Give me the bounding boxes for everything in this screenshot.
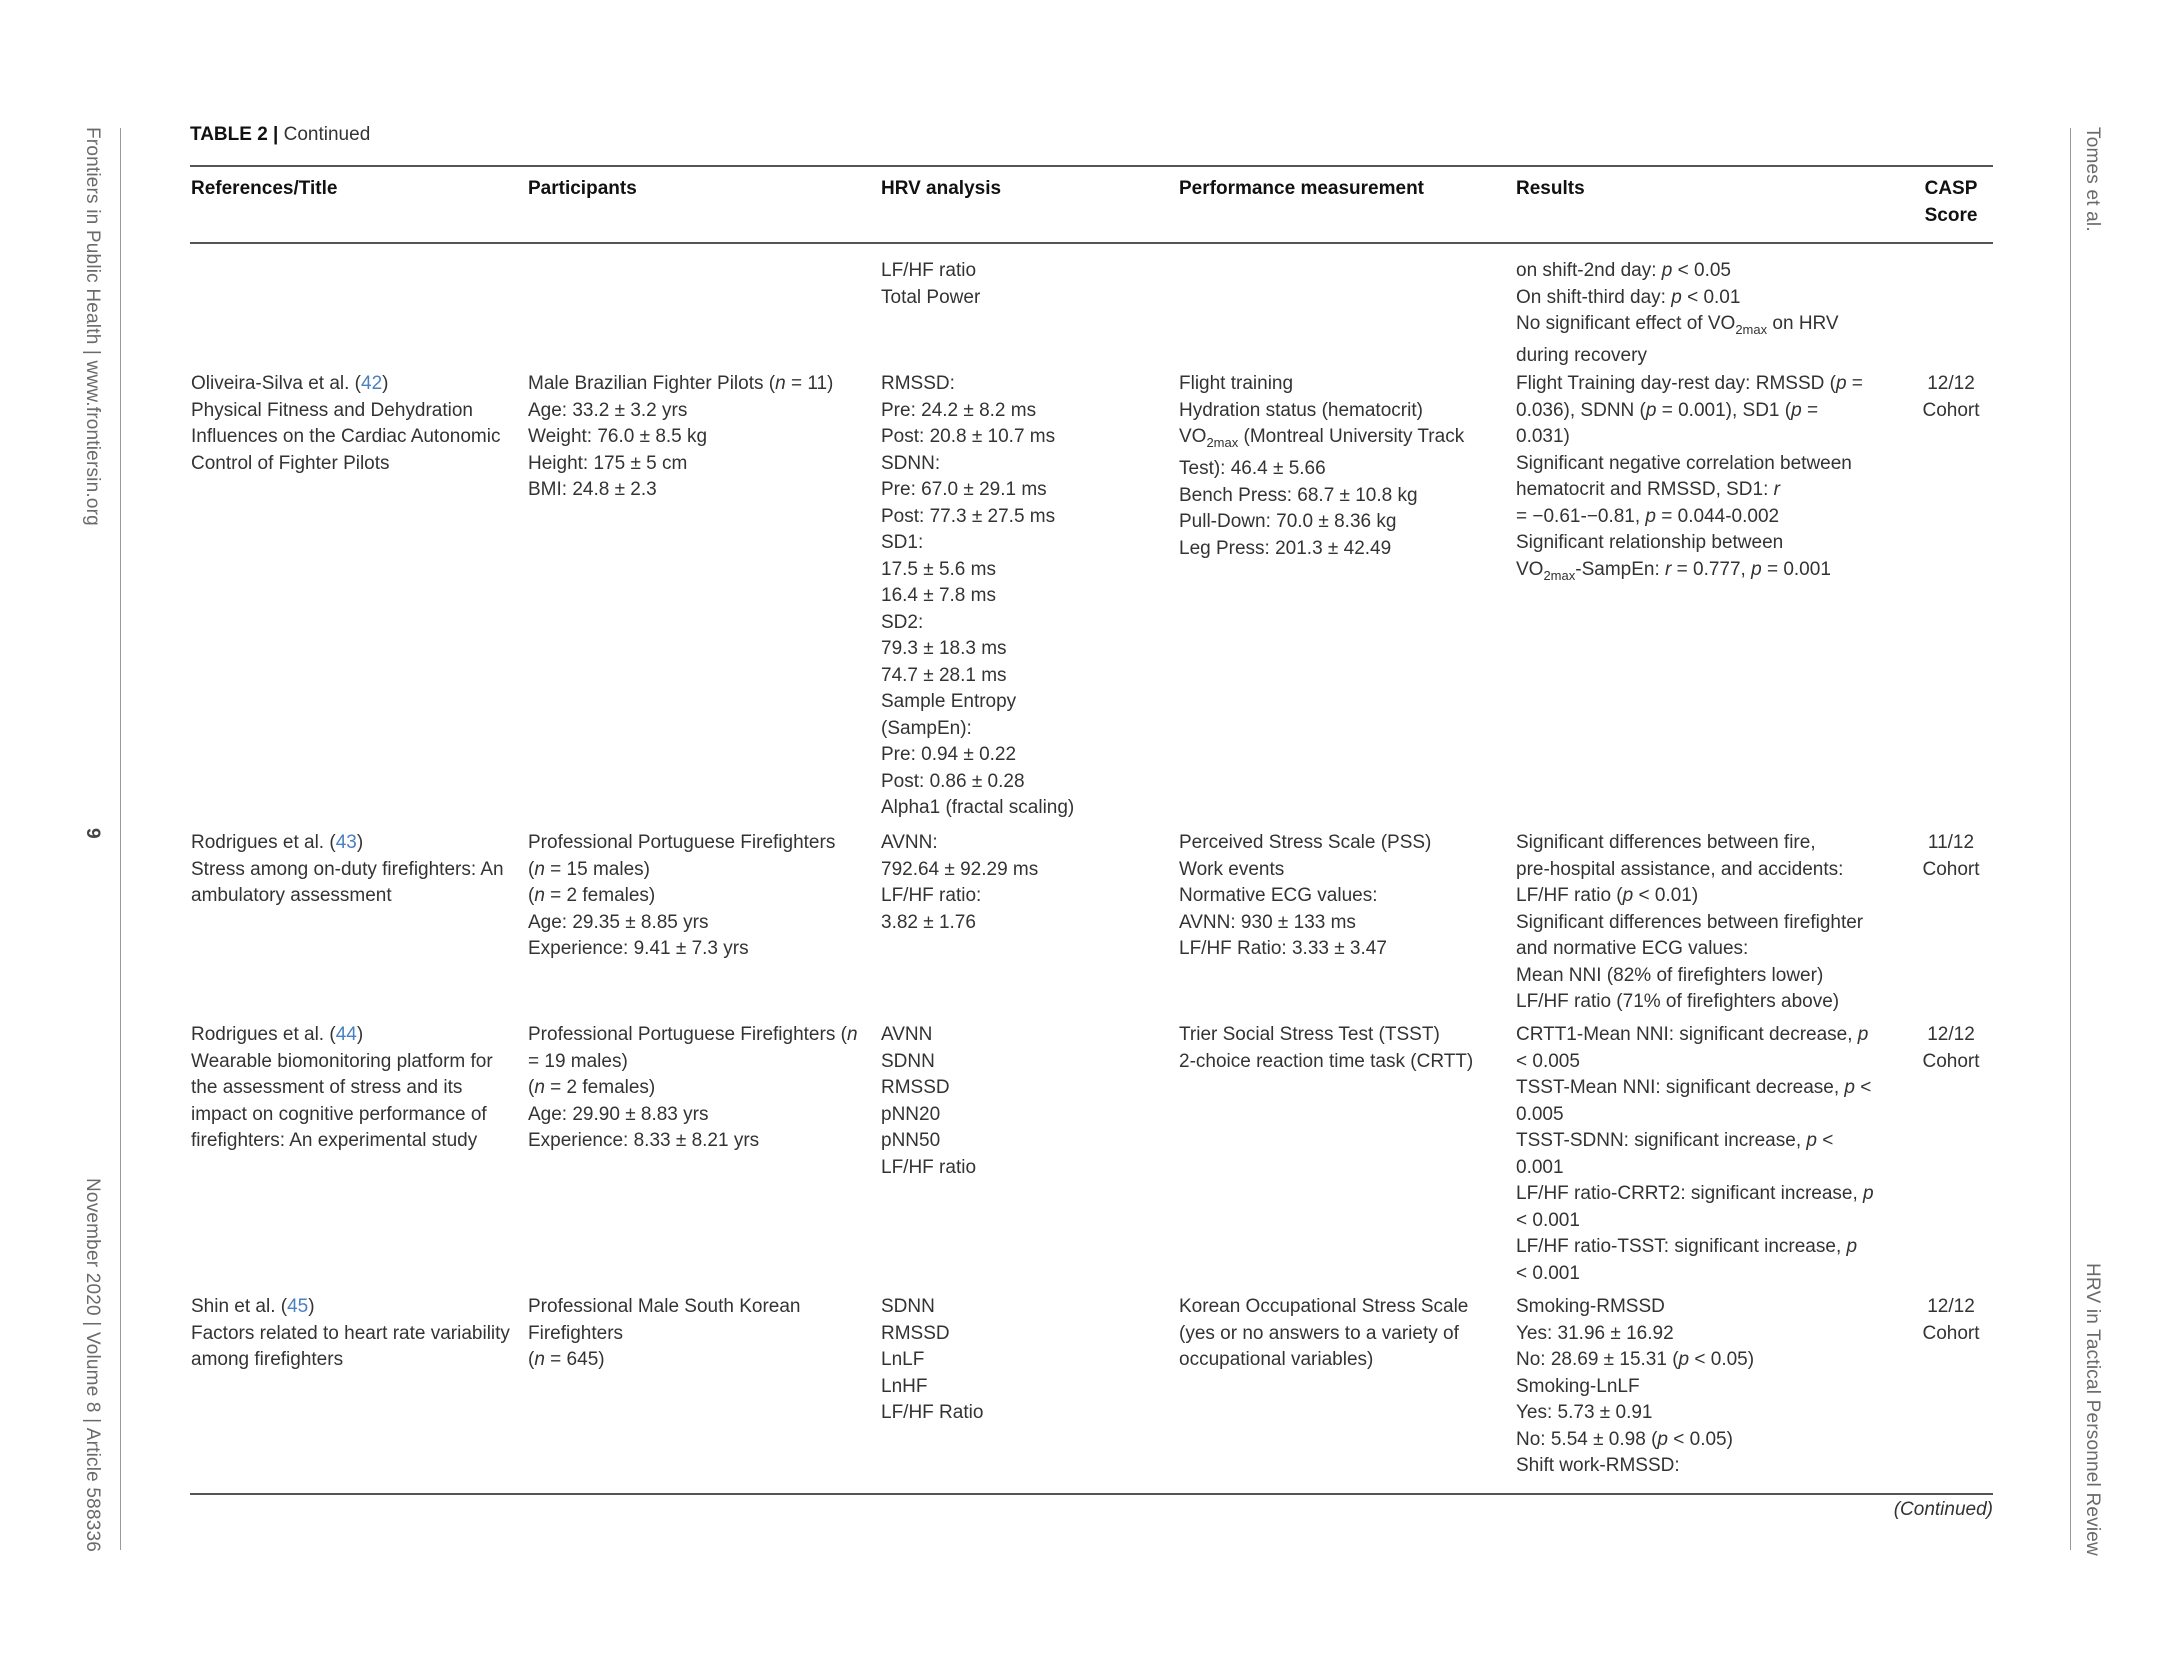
cell-line: Professional Portuguese Firefighters (n	[528, 1024, 858, 1045]
cell-hrv	[881, 371, 1171, 822]
cell-results	[1516, 1022, 1911, 1287]
cell-line: Rodrigues et al. (43)	[191, 832, 364, 853]
cell-hrv	[881, 258, 1171, 311]
cell-line: (yes or no answers to a variety of	[1179, 1322, 1459, 1344]
cell-line: < 0.001	[1516, 1209, 1580, 1231]
cell-line: SDNN:	[881, 452, 941, 474]
cell-line: 0.036), SDNN (p = 0.001), SD1 (p =	[1516, 399, 1819, 421]
cell-results	[1516, 1294, 1911, 1480]
cell-line: $VO_{2max}$ (Montreal University Track	[1179, 426, 1465, 450]
table-top-rule	[190, 165, 1993, 167]
cell-line: LF/HF ratio-TSST: significant increase, p	[1516, 1236, 1858, 1257]
cell-line: Height: 175 ± 5 cm	[528, 452, 688, 474]
cell-line: (SampEn):	[881, 717, 972, 739]
cell-ref	[191, 1022, 521, 1155]
cell-results	[1516, 258, 1911, 370]
cell-line: Weight: 76.0 ± 8.5 kg	[528, 426, 708, 447]
table-bottom-rule	[190, 1493, 1993, 1495]
cell-results	[1516, 371, 1911, 589]
cell-line: RMSSD	[881, 1077, 950, 1098]
cell-line: Significant differences between fire,	[1516, 832, 1816, 853]
cell-line: Age: 33.2 ± 3.2 yrs	[528, 399, 688, 421]
right-divider	[2070, 128, 2071, 1550]
cell-line: 2-choice reaction time task (CRTT)	[1179, 1050, 1474, 1072]
cell-casp	[1911, 371, 1991, 424]
cell-line: Hydration status (hematocrit)	[1179, 399, 1423, 421]
cell-line: Pre: 0.94 ± 0.22	[881, 744, 1017, 765]
cell-line: Experience: 8.33 ± 8.21 yrs	[528, 1130, 760, 1151]
issue-sidebar: November 2020 | Volume 8 | Article 588336	[82, 1178, 103, 1553]
cell-perf	[1179, 1294, 1509, 1374]
cell-line: < 0.005	[1516, 1050, 1580, 1072]
cell-ref	[191, 371, 521, 477]
cell-line: Normative ECG values:	[1179, 885, 1378, 906]
table-caption-text: Continued	[278, 124, 371, 145]
left-divider	[120, 128, 121, 1550]
header-casp-line1: CASP	[1924, 178, 1978, 199]
cell-ref	[191, 830, 521, 910]
cell-line: pNN20	[881, 1103, 941, 1125]
cell-line: Rodrigues et al. (44)	[191, 1024, 364, 1045]
cell-line: No: 28.69 ± 15.31 (p < 0.05)	[1516, 1349, 1755, 1370]
cell-line: = 19 males)	[528, 1050, 628, 1072]
cell-line: Yes: 5.73 ± 0.91	[1516, 1402, 1653, 1423]
cell-line: Control of Fighter Pilots	[191, 452, 390, 474]
continued-note: (Continued)	[1893, 1499, 1993, 1520]
cell-hrv	[881, 1294, 1171, 1427]
cell-hrv	[881, 830, 1171, 936]
cell-line: 12/12	[1927, 373, 1975, 394]
cell-line: LF/HF ratio (p < 0.01)	[1516, 885, 1699, 906]
cell-line: 74.7 ± 28.1 ms	[881, 664, 1007, 686]
cell-line: (n = 15 males)	[528, 858, 650, 880]
cell-perf	[1179, 1022, 1509, 1075]
cell-line: ambulatory assessment	[191, 885, 392, 906]
cell-participants	[528, 371, 873, 504]
cell-line: Significant differences between firefighter	[1516, 911, 1864, 933]
cell-line: Alpha1 (fractal scaling)	[881, 797, 1075, 818]
cell-line: (n = 2 females)	[528, 1077, 656, 1098]
cell-line: 79.3 ± 18.3 ms	[881, 638, 1007, 659]
cell-line: CRTT1-Mean NNI: significant decrease, p	[1516, 1024, 1869, 1045]
cell-line: Mean NNI (82% of firefighters lower)	[1516, 964, 1824, 986]
cell-line: Cohort	[1922, 399, 1980, 421]
cell-line: No: 5.54 ± 0.98 (p < 0.05)	[1516, 1428, 1733, 1450]
cell-line: Post: 0.86 ± 0.28	[881, 770, 1025, 792]
cell-line: Test): 46.4 ± 5.66	[1179, 458, 1326, 480]
cell-line: Pull-Down: 70.0 ± 8.36 kg	[1179, 511, 1397, 533]
cell-line: and normative ECG values:	[1516, 938, 1749, 959]
cell-line: BMI: 24.8 ± 2.3	[528, 479, 657, 500]
cell-line: 12/12	[1927, 1296, 1975, 1317]
cell-line: Smoking-LnLF	[1516, 1375, 1640, 1397]
table-caption	[190, 124, 370, 146]
cell-casp	[1911, 1294, 1991, 1347]
cell-line: Bench Press: 68.7 ± 10.8 kg	[1179, 484, 1418, 506]
cell-line: 11/12	[1927, 832, 1975, 853]
cell-line: 3.82 ± 1.76	[881, 911, 976, 933]
header-performance: Performance measurement	[1179, 178, 1424, 199]
cell-line: SDNN	[881, 1050, 935, 1072]
cell-line: LF/HF ratio	[881, 1156, 977, 1178]
cell-line: LnLF	[881, 1349, 925, 1370]
cell-line: 792.64 ± 92.29 ms	[881, 858, 1039, 880]
cell-line: 17.5 ± 5.6 ms	[881, 558, 996, 580]
cell-line: LF/HF ratio (71% of firefighters above)	[1516, 991, 1840, 1012]
cell-line: LF/HF ratio:	[881, 885, 982, 906]
cell-line: Cohort	[1922, 1322, 1980, 1344]
cell-line: LnHF	[881, 1375, 928, 1397]
cell-line: SD2:	[881, 611, 924, 633]
cell-line: among firefighters	[191, 1349, 344, 1370]
cell-line: Korean Occupational Stress Scale	[1179, 1296, 1469, 1317]
cell-line: Smoking-RMSSD	[1516, 1296, 1665, 1317]
cell-line: on shift-2nd day: p < 0.05	[1516, 260, 1731, 281]
cell-line: < 0.001	[1516, 1262, 1580, 1284]
cell-line: (n = 645)	[528, 1349, 605, 1370]
table-header-rule	[190, 242, 1993, 244]
cell-line: Significant relationship between	[1516, 532, 1784, 553]
cell-line: No significant effect of $VO_{2max}$ on HRV	[1516, 313, 1839, 337]
cell-line: TSST-SDNN: significant increase, p <	[1516, 1130, 1834, 1151]
cell-line: On shift-third day: p < 0.01	[1516, 286, 1741, 308]
cell-line: Total Power	[881, 286, 981, 308]
cell-line: RMSSD	[881, 1322, 950, 1344]
header-casp	[1921, 176, 1981, 229]
cell-line: Perceived Stress Scale (PSS)	[1179, 832, 1432, 853]
cell-line: RMSSD:	[881, 373, 955, 394]
cell-line: Pre: 67.0 ± 29.1 ms	[881, 479, 1047, 500]
cell-line: Influences on the Cardiac Autonomic	[191, 426, 501, 447]
cell-casp	[1911, 1022, 1991, 1075]
cell-line: LF/HF Ratio: 3.33 ± 3.47	[1179, 938, 1387, 959]
cell-participants	[528, 1022, 873, 1155]
cell-line: Stress among on-duty firefighters: An	[191, 858, 504, 880]
cell-line: Post: 77.3 ± 27.5 ms	[881, 505, 1056, 527]
cell-line: LF/HF ratio-CRRT2: significant increase, p	[1516, 1183, 1874, 1204]
cell-line: AVNN: 930 ± 133 ms	[1179, 911, 1356, 933]
cell-line: Shift work-RMSSD:	[1516, 1455, 1680, 1476]
cell-line: Shin et al. (45)	[191, 1296, 315, 1317]
cell-participants	[528, 1294, 873, 1374]
journal-sidebar: Frontiers in Public Health | www.frontiersin.org	[82, 127, 103, 526]
authors-sidebar: Tomes et al.	[2082, 127, 2103, 232]
cell-line: Leg Press: 201.3 ± 42.49	[1179, 537, 1392, 559]
cell-line: Work events	[1179, 858, 1285, 880]
cell-casp	[1911, 830, 1991, 883]
cell-line: firefighters: An experimental study	[191, 1130, 478, 1151]
header-hrv: HRV analysis	[881, 178, 1002, 199]
cell-line: pre-hospital assistance, and accidents:	[1516, 858, 1844, 880]
cell-line: Sample Entropy	[881, 691, 1017, 712]
cell-line: Firefighters	[528, 1322, 624, 1344]
cell-line: SD1:	[881, 532, 924, 553]
cell-line: impact on cognitive performance of	[191, 1103, 487, 1125]
cell-line: (n = 2 females)	[528, 885, 656, 906]
cell-perf	[1179, 371, 1509, 562]
cell-ref	[191, 1294, 521, 1374]
cell-line: Male Brazilian Fighter Pilots (n = 11)	[528, 373, 834, 394]
title-sidebar: HRV in Tactical Personnel Review	[2082, 1263, 2103, 1556]
cell-line: = −0.61-−0.81, p = 0.044-0.002	[1516, 505, 1780, 527]
cell-line: Professional Male South Korean	[528, 1296, 801, 1317]
cell-line: 0.031)	[1516, 426, 1570, 447]
cell-line: Yes: 31.96 ± 16.92	[1516, 1322, 1674, 1344]
cell-line: Flight Training day-rest day: RMSSD (p =	[1516, 373, 1863, 394]
header-participants: Participants	[528, 178, 637, 199]
cell-line: SDNN	[881, 1296, 935, 1317]
cell-line: Factors related to heart rate variability	[191, 1322, 510, 1344]
cell-line: 16.4 ± 7.8 ms	[881, 585, 996, 606]
cell-perf	[1179, 830, 1509, 963]
header-references: References/Title	[191, 178, 338, 199]
cell-line: AVNN	[881, 1024, 933, 1045]
cell-line: Experience: 9.41 ± 7.3 yrs	[528, 938, 749, 959]
cell-line: LF/HF Ratio	[881, 1402, 984, 1423]
cell-line: during recovery	[1516, 345, 1647, 367]
cell-line: 0.005	[1516, 1103, 1564, 1125]
cell-line: Age: 29.90 ± 8.83 yrs	[528, 1103, 709, 1125]
header-results: Results	[1516, 178, 1585, 199]
cell-line: Flight training	[1179, 373, 1294, 394]
cell-line: Significant negative correlation between	[1516, 452, 1852, 474]
cell-line: Pre: 24.2 ± 8.2 ms	[881, 399, 1037, 421]
cell-line: Professional Portuguese Firefighters	[528, 832, 836, 853]
cell-line: TSST-Mean NNI: significant decrease, p <	[1516, 1077, 1872, 1098]
cell-line: 0.001	[1516, 1156, 1564, 1178]
cell-line: Oliveira-Silva et al. (42)	[191, 373, 389, 394]
cell-line: LF/HF ratio	[881, 260, 977, 281]
cell-line: Cohort	[1922, 858, 1980, 880]
cell-line: Trier Social Stress Test (TSST)	[1179, 1024, 1440, 1045]
header-casp-line2: Score	[1924, 204, 1978, 226]
cell-line: 12/12	[1927, 1024, 1975, 1045]
cell-line: hematocrit and RMSSD, SD1: r	[1516, 479, 1780, 500]
cell-line: the assessment of stress and its	[191, 1077, 463, 1098]
cell-hrv	[881, 1022, 1171, 1181]
table-label: TABLE 2 |	[190, 124, 279, 145]
page-number: 9	[82, 828, 103, 839]
cell-line: occupational variables)	[1179, 1349, 1374, 1370]
cell-line: pNN50	[881, 1130, 941, 1151]
cell-line: Wearable biomonitoring platform for	[191, 1050, 493, 1072]
cell-line: Physical Fitness and Dehydration	[191, 399, 473, 421]
cell-line: Post: 20.8 ± 10.7 ms	[881, 426, 1056, 447]
cell-results	[1516, 830, 1911, 1016]
cell-line: Age: 29.35 ± 8.85 yrs	[528, 911, 709, 933]
cell-participants	[528, 830, 873, 963]
cell-line: Cohort	[1922, 1050, 1980, 1072]
cell-line: $VO_{2max}$-SampEn: r = 0.777, p = 0.001	[1516, 558, 1831, 583]
cell-line: AVNN:	[881, 832, 938, 853]
